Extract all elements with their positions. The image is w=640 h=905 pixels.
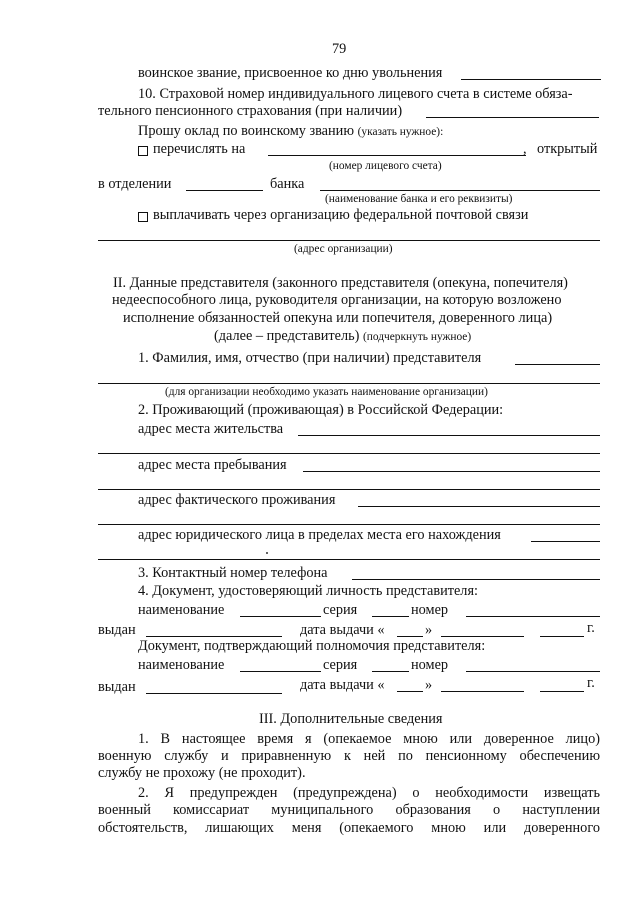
insurance-label-line2: тельного пенсионного страхования (при наличии) <box>98 103 403 119</box>
branch-field[interactable] <box>186 190 263 191</box>
id-doc-year-field[interactable] <box>540 636 584 637</box>
power-doc-month-field[interactable] <box>441 691 524 692</box>
section3-p1-line1: 1. В настоящее время я (опекаемое мною или доверенное лицо) <box>138 731 600 747</box>
id-doc-issued-label: выдан <box>98 622 136 638</box>
resident-label: 2. Проживающий (проживающая) в Российской Федерации: <box>138 402 504 418</box>
section3-p1-line2: военную службу и приравненную к ней по пенсионному обеспечению <box>98 748 600 764</box>
full-name-field-end[interactable] <box>515 364 600 365</box>
section2-heading-line4 <box>214 328 471 345</box>
id-doc-series-field[interactable] <box>372 616 409 617</box>
full-name-field[interactable] <box>98 383 600 384</box>
section3-p1-line3: службу не прохожу (не проходит). <box>98 765 306 781</box>
salary-request-text: Прошу оклад по воинскому званию <box>138 123 355 139</box>
representative-term: (далее – представитель) <box>214 328 360 344</box>
power-doc-name-label: наименование <box>138 657 225 673</box>
bank-field[interactable] <box>320 190 600 191</box>
transfer-checkbox[interactable] <box>138 146 148 156</box>
salary-request-note: (указать нужное): <box>357 126 444 138</box>
page-number: 79 <box>332 41 347 57</box>
power-doc-year-suffix: г. <box>587 675 595 691</box>
power-document-label: Документ, подтверждающий полномочия представителя: <box>138 638 486 654</box>
power-doc-year-field[interactable] <box>540 691 584 692</box>
legal-address-field-2[interactable] <box>98 559 600 560</box>
postal-checkbox[interactable] <box>138 212 148 222</box>
power-doc-date-label: дата выдачи « <box>300 677 385 693</box>
insurance-number-field[interactable] <box>426 117 599 118</box>
full-name-label: 1. Фамилия, имя, отчество (при наличии) представителя <box>138 350 482 366</box>
section3-heading: III. Дополнительные сведения <box>259 711 443 727</box>
stay-address-field[interactable] <box>303 471 600 472</box>
insurance-label-line1: 10. Страховой номер индивидуального лицевого счета в системе обяза- <box>138 86 573 102</box>
stay-address-label: адрес места пребывания <box>138 457 287 473</box>
legal-address-label: адрес юридического лица в пределах места его нахождения <box>138 527 501 543</box>
rank-field[interactable] <box>461 79 601 80</box>
section3-p2-line3: обстоятельств, лишающих меня (опекаемого мною или доверенного <box>98 820 600 836</box>
id-doc-series-label: серия <box>323 602 358 618</box>
legal-address-field[interactable] <box>531 541 600 542</box>
section2-heading-line3: исполнение обязанностей опекуна или попечителя, доверенного лица) <box>123 310 553 326</box>
id-doc-quote-close: » <box>425 622 433 638</box>
bank-caption: (наименование банка и его реквизиты) <box>325 193 513 205</box>
id-document-label: 4. Документ, удостоверяющий личность представителя: <box>138 583 478 599</box>
account-caption: (номер лицевого счета) <box>329 160 442 172</box>
transfer-comma: , <box>523 141 527 157</box>
residence-address-field-2[interactable] <box>98 453 600 454</box>
id-doc-name-label: наименование <box>138 602 225 618</box>
power-doc-issued-label: выдан <box>98 679 136 695</box>
id-doc-number-field[interactable] <box>466 616 600 617</box>
id-doc-date-label: дата выдачи « <box>300 622 385 638</box>
salary-request-label <box>138 123 443 140</box>
power-doc-series-label: серия <box>323 657 358 673</box>
id-doc-issued-field[interactable] <box>146 636 282 637</box>
power-doc-day-field[interactable] <box>397 691 423 692</box>
underline-note: (подчеркнуть нужное) <box>362 331 472 343</box>
phone-label: 3. Контактный номер телефона <box>138 565 328 581</box>
branch-label: в отделении <box>98 176 172 192</box>
account-number-field[interactable] <box>268 155 526 156</box>
id-doc-number-label: номер <box>411 602 449 618</box>
bank-label: банка <box>270 176 305 192</box>
actual-address-field[interactable] <box>358 506 600 507</box>
residence-address-field[interactable] <box>298 435 600 436</box>
postal-label: выплачивать через организацию федеральной почтовой связи <box>153 207 529 223</box>
id-doc-name-field[interactable] <box>240 616 321 617</box>
section3-p2-line1: 2. Я предупрежден (предупреждена) о необходимости извещать <box>138 785 600 801</box>
section2-heading-line2: недееспособного лица, руководителя организации, на которую возложено <box>112 292 562 308</box>
opened-label: открытый <box>537 141 598 157</box>
id-doc-month-field[interactable] <box>441 636 524 637</box>
section2-heading-line1: II. Данные представителя (законного представителя (опекуна, попечителя) <box>113 275 568 291</box>
org-address-field[interactable] <box>98 240 600 241</box>
id-doc-day-field[interactable] <box>397 636 423 637</box>
id-doc-year-suffix: г. <box>587 620 595 636</box>
stay-address-field-2[interactable] <box>98 489 600 490</box>
section3-p2-line2: военный комиссариат муниципального образования о наступлении <box>98 802 600 818</box>
residence-address-label: адрес места жительства <box>138 421 284 437</box>
transfer-label: перечислять на <box>153 141 246 157</box>
stray-dot <box>266 552 268 554</box>
power-doc-series-field[interactable] <box>372 671 409 672</box>
org-address-caption: (адрес организации) <box>294 243 393 255</box>
power-doc-number-field[interactable] <box>466 671 600 672</box>
power-doc-name-field[interactable] <box>240 671 321 672</box>
power-doc-number-label: номер <box>411 657 449 673</box>
actual-address-label: адрес фактического проживания <box>138 492 336 508</box>
rank-label: воинское звание, присвоенное ко дню увольнения <box>138 65 443 81</box>
power-doc-quote-close: » <box>425 677 433 693</box>
power-doc-issued-field[interactable] <box>146 693 282 694</box>
actual-address-field-2[interactable] <box>98 524 600 525</box>
org-name-caption: (для организации необходимо указать наименование организации) <box>165 386 488 398</box>
phone-field[interactable] <box>352 579 600 580</box>
